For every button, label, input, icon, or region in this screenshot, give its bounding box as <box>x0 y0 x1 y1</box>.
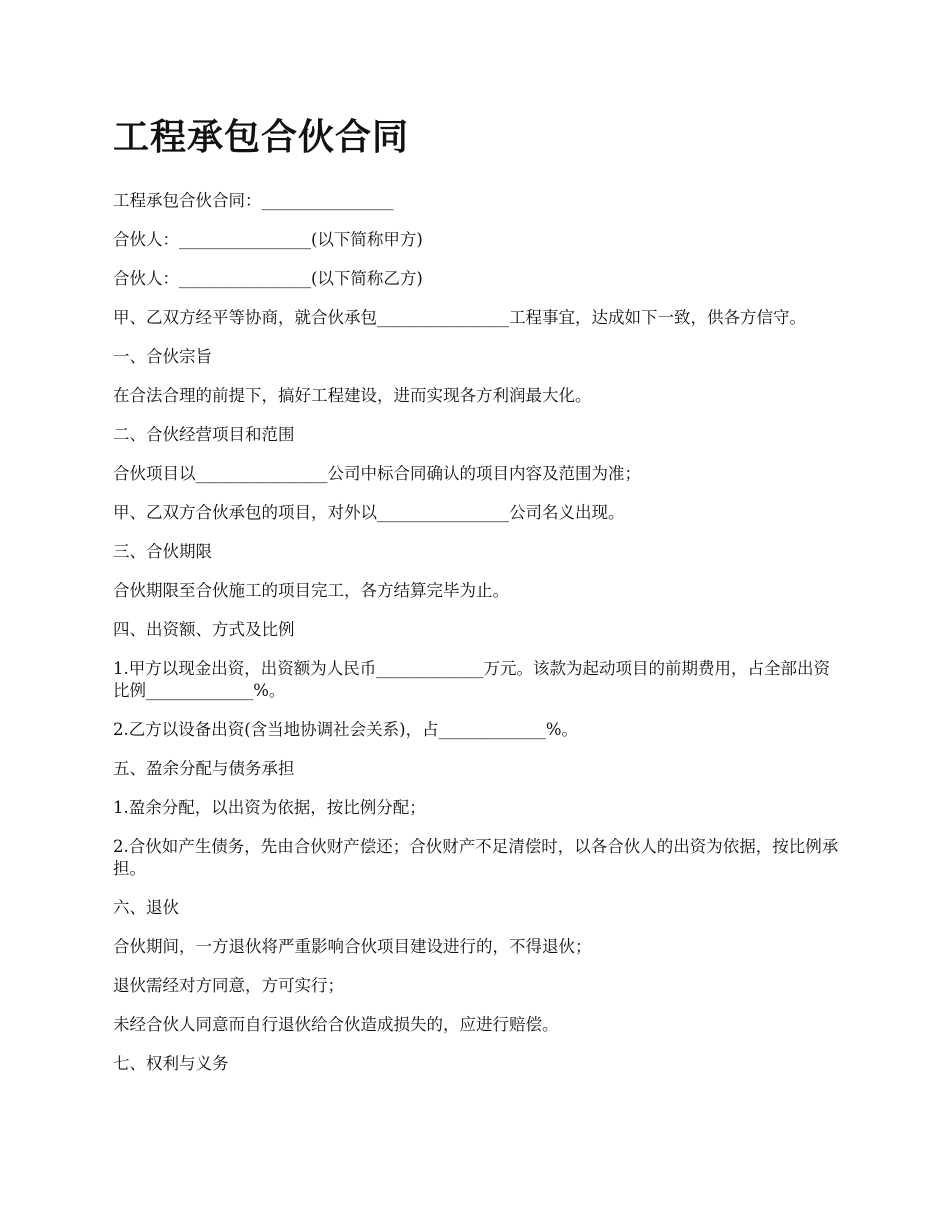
section-heading-purpose: 一、合伙宗旨 <box>113 347 212 366</box>
section-heading-scope: 二、合伙经营项目和范围 <box>113 425 295 444</box>
partner-b-line: 合伙人：________________(以下简称乙方) <box>113 269 423 288</box>
section-heading-term: 三、合伙期限 <box>113 542 212 561</box>
section-heading-rights: 七、权利与义务 <box>113 1054 229 1073</box>
capital-paragraph-2: 2.乙方以设备出资(含当地协调社会关系)，占_____________%。 <box>113 720 579 739</box>
withdrawal-paragraph-1: 合伙期间，一方退伙将严重影响合伙项目建设进行的，不得退伙； <box>113 937 592 956</box>
scope-paragraph-1: 合伙项目以________________公司中标合同确认的项目内容及范围为准； <box>113 464 641 483</box>
profit-paragraph-1: 1.盈余分配，以出资为依据，按比例分配； <box>113 798 426 817</box>
purpose-paragraph: 在合法合理的前提下，搞好工程建设，进而实现各方利润最大化。 <box>113 386 592 405</box>
contract-name-line: 工程承包合伙合同：________________ <box>113 191 394 210</box>
partner-a-line: 合伙人：________________(以下简称甲方) <box>113 230 423 249</box>
profit-paragraph-2: 2.合伙如产生债务，先由合伙财产偿还；合伙财产不足清偿时，以各合伙人的出资为依据，按比例承担。 <box>113 837 839 878</box>
withdrawal-paragraph-2: 退伙需经对方同意，方可实行； <box>113 976 344 995</box>
document-page <box>113 112 843 1092</box>
section-heading-withdrawal: 六、退伙 <box>113 898 179 917</box>
preamble-paragraph: 甲、乙双方经平等协商，就合伙承包________________工程事宜，达成如下一致，供各方信守。 <box>113 308 806 327</box>
capital-paragraph-1: 1.甲方以现金出资，出资额为人民币_____________万元。该款为起动项目的前期费用，占全部出资比例_____________%。 <box>113 659 830 700</box>
section-heading-capital: 四、出资额、方式及比例 <box>113 620 295 639</box>
term-paragraph: 合伙期限至合伙施工的项目完工，各方结算完毕为止。 <box>113 581 509 600</box>
withdrawal-paragraph-3: 未经合伙人同意而自行退伙给合伙造成损失的，应进行赔偿。 <box>113 1015 559 1034</box>
section-heading-profit: 五、盈余分配与债务承担 <box>113 759 295 778</box>
document-title: 工程承包合伙合同 <box>113 116 410 158</box>
scope-paragraph-2: 甲、乙双方合伙承包的项目，对外以________________公司名义出现。 <box>113 503 625 522</box>
